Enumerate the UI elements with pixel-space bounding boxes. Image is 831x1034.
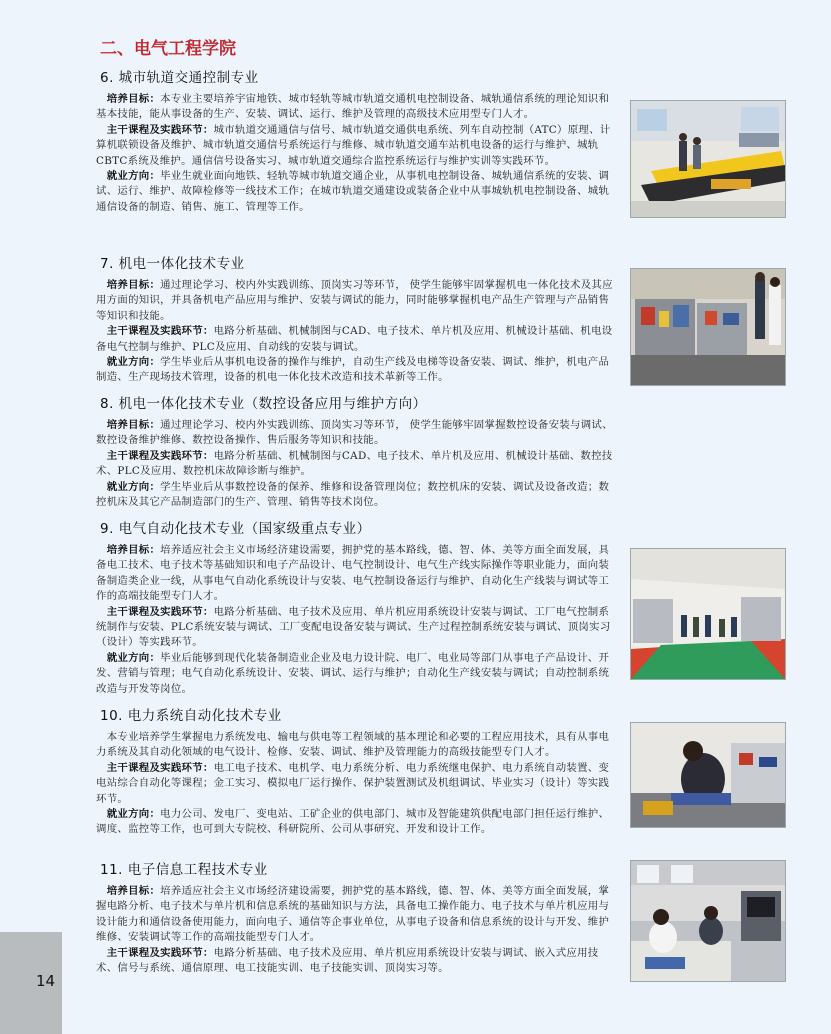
paragraph-label: 培养目标： xyxy=(106,419,161,431)
paragraph-text: 毕业后能够到现代化装备制造业企业及电力设计院、电厂、电业局等部门从事电子产品设计、开发、营销与管理；电气自动化系统设计、安装、调试、运行与维护；自动化生产线安装与调试；自动控制系统改造与开发等岗位。 xyxy=(96,651,610,695)
photo-image xyxy=(631,861,785,981)
paragraph-label: 培养目标： xyxy=(106,93,161,105)
page-number: 14 xyxy=(36,972,56,990)
paragraph-text: 培养适应社会主义市场经济建设需要，拥护党的基本路线，德、智、体、美等方面全面发展，具备电工技术、电子技术等基础知识和电子产品设计、电气控制设计、电气生产线实际操作等职业能力，面向装备制造类企业一线，从事电气自动化系统设计与安装、电气控制设备运行与维护、自动化生产线装与调试等工作的高端技能型专门人才。 xyxy=(96,544,610,603)
paragraph-text: 本专业主要培养宇宙地铁、城市轻轨等城市轨道交通机电控制设备、城轨通信系统的理论知识和基本技能，能从事设备的生产、安装、调试、运行、维护及管理的高级技术应用型专门人才。 xyxy=(96,93,610,121)
major-paragraph xyxy=(96,324,616,355)
photo-image xyxy=(631,101,785,217)
paragraph-text: 培养适应社会主义市场经济建设需要，拥护党的基本路线，德、智、体、美等方面全面发展，掌握电路分析、电子技术与单片机和信息系统的基础知识与方法，具备电工操作能力、电子技术与单片机应用与设计能力和通信设备使用能力，面向电子、通信等企事业单位，从事电子设备和信息系统的设计与开发、维护维修、安装调试等工作的高端技能型专门人才。 xyxy=(96,885,610,944)
major-paragraph xyxy=(96,123,616,169)
photo-image xyxy=(631,269,785,385)
major-paragraph xyxy=(96,355,616,386)
chapter-title: 二、电气工程学院 xyxy=(100,39,236,59)
photo-electrical-training-hall xyxy=(630,548,786,680)
paragraph-text: 毕业生就业面向地铁、轻轨等城市轨道交通企业，从事机电控制设备、城轨通信系统的安装、调试、运行、维护、故障检修等一线技术工作；在城市轨道交通建设或装备企业中从事城轨机电控制设备、城轨通信设备的制造、销售、施工、管理等工作。 xyxy=(96,170,610,213)
major-paragraph xyxy=(96,807,616,838)
paragraph-text: 城市轨道交通通信与信号、城市轨道交通供电系统、列车自动控制（ATC）原理、计算机联锁设备及维护、城市轨道交通信号系统运行与维修、城市轨道交通车站机电设备的运行与维护、城轨CBTC系统及维护。通信信号设备实习、城市轨道交通综合监控系统运行与维护实训等实践环节。 xyxy=(96,123,611,167)
photo-image xyxy=(631,723,785,827)
photo-image xyxy=(631,549,785,679)
photo-mechatronics-lab xyxy=(630,268,786,386)
major-paragraph xyxy=(96,92,616,123)
major-paragraph xyxy=(96,480,616,511)
paragraph-text: 学生毕业后从事机电设备的操作与维护，自动生产线及电梯等设备安装、调试、维护，机电产品制造、生产现场技术管理，设备的机电一体化技术改造和技术革新等工作。 xyxy=(96,356,610,384)
paragraph-label: 培养目标： xyxy=(106,544,161,556)
paragraph-text: 电路分析基础、电子技术及应用、单片机应用系统设计安装与调试、工厂电气控制系统制作与安装、PLC系统安装与调试、工厂变配电设备安装与调试、生产过程控制系统安装与调试、顶岗实习（设计）等实践环节。 xyxy=(96,605,611,649)
paragraph-label: 就业方向： xyxy=(106,480,161,493)
major-paragraph xyxy=(96,605,616,651)
major-title: 10. 电力系统自动化技术专业 xyxy=(100,708,282,724)
major-paragraph xyxy=(96,761,616,807)
major-section-6 xyxy=(96,66,616,215)
paragraph-text: 电力公司、发电厂、变电站、工矿企业的供电部门、城市及智能建筑供配电部门担任运行维护、调度、监控等工作，也可到大专院校、科研院所、公司从事研究、开发和设计工作。 xyxy=(96,808,610,836)
major-paragraph xyxy=(96,730,616,761)
paragraph-text: 本专业培养学生掌握电力系统发电、输电与供电等工程领域的基本理论和必要的工程应用技术，具有从事电力系统及其自动化领域的电气设计、检修、安装、调试、维护及管理能力的高级技能型专门人才。 xyxy=(96,731,610,759)
major-title: 7. 机电一体化技术专业 xyxy=(100,256,245,272)
major-paragraph xyxy=(96,169,616,215)
paragraph-label: 就业方向： xyxy=(106,356,161,369)
paragraph-text: 电工电子技术、电机学、电力系统分析、电力系统继电保护、电力系统自动装置、变电站综合自动化等课程；金工实习、模拟电厂运行操作、保护装置测试及机组调试、毕业实习（设计）等实践环节。 xyxy=(96,761,610,805)
photo-electronics-workshop xyxy=(630,860,786,982)
major-title: 11. 电子信息工程技术专业 xyxy=(100,862,268,878)
paragraph-label: 就业方向： xyxy=(106,651,161,664)
major-paragraph xyxy=(96,449,616,480)
paragraph-label: 主干课程及实践环节： xyxy=(106,605,214,618)
paragraph-label: 主干课程及实践环节： xyxy=(106,946,214,959)
paragraph-label: 主干课程及实践环节： xyxy=(106,325,214,338)
major-title: 8. 机电一体化技术专业（数控设备应用与维护方向） xyxy=(100,396,427,412)
major-section-9 xyxy=(96,517,616,697)
paragraph-text: 通过理论学习、校内外实践训练、顶岗实习等环节， 使学生能够牢固掌握数控设备安装与调试、数控设备维护维修、数控设备操作、售后服务等知识和技能。 xyxy=(96,419,613,447)
major-title: 9. 电气自动化技术专业（国家级重点专业） xyxy=(100,521,371,537)
major-section-8 xyxy=(96,392,616,510)
major-paragraph xyxy=(96,278,616,324)
paragraph-text: 电路分析基础、电子技术及应用、单片机应用系统设计安装与调试、嵌入式应用技术、信号与系统、通信原理、电工技能实训、电子技能实训、顶岗实习等。 xyxy=(96,946,599,975)
paragraph-label: 主干课程及实践环节： xyxy=(106,123,214,136)
paragraph-label: 就业方向： xyxy=(106,170,161,183)
paragraph-text: 电路分析基础、机械制图与CAD、电子技术、单片机及应用、机械设计基础、机电设备电气控制与维护、PLC及应用、自动线的安装与调试。 xyxy=(96,325,613,353)
major-section-7 xyxy=(96,252,616,386)
major-title: 6. 城市轨道交通控制专业 xyxy=(100,70,259,86)
paragraph-label: 培养目标： xyxy=(106,885,161,897)
major-paragraph xyxy=(96,946,616,977)
major-paragraph xyxy=(96,651,616,697)
photo-rail-transit-lab xyxy=(630,100,786,218)
paragraph-text: 电路分析基础、机械制图与CAD、电子技术、单片机及应用、机械设计基础、数控技术、PLC及应用、数控机床故障诊断与维护。 xyxy=(96,449,613,478)
photo-power-systems-student xyxy=(630,722,786,828)
major-section-11 xyxy=(96,858,616,976)
paragraph-label: 培养目标： xyxy=(106,279,161,291)
paragraph-label: 主干课程及实践环节： xyxy=(106,449,214,462)
paragraph-text: 学生毕业后从事数控设备的保养、维修和设备管理岗位；数控机床的安装、调试及设备改造；数控机床及其它产品制造部门的生产、管理、销售等技术岗位。 xyxy=(96,480,610,509)
major-paragraph xyxy=(96,418,616,449)
major-paragraph xyxy=(96,884,616,946)
major-paragraph xyxy=(96,543,616,605)
major-section-10 xyxy=(96,704,616,838)
paragraph-text: 通过理论学习、校内外实践训练、顶岗实习等环节， 使学生能够牢固掌握机电一体化技术及其应用方面的知识，并具备机电产品应用与维护、安装与调试的能力，同时能够掌握机电产品生产管理与产品销售等知识和技能。 xyxy=(96,279,613,322)
paragraph-label: 主干课程及实践环节： xyxy=(106,761,214,774)
paragraph-label: 就业方向： xyxy=(106,808,161,821)
